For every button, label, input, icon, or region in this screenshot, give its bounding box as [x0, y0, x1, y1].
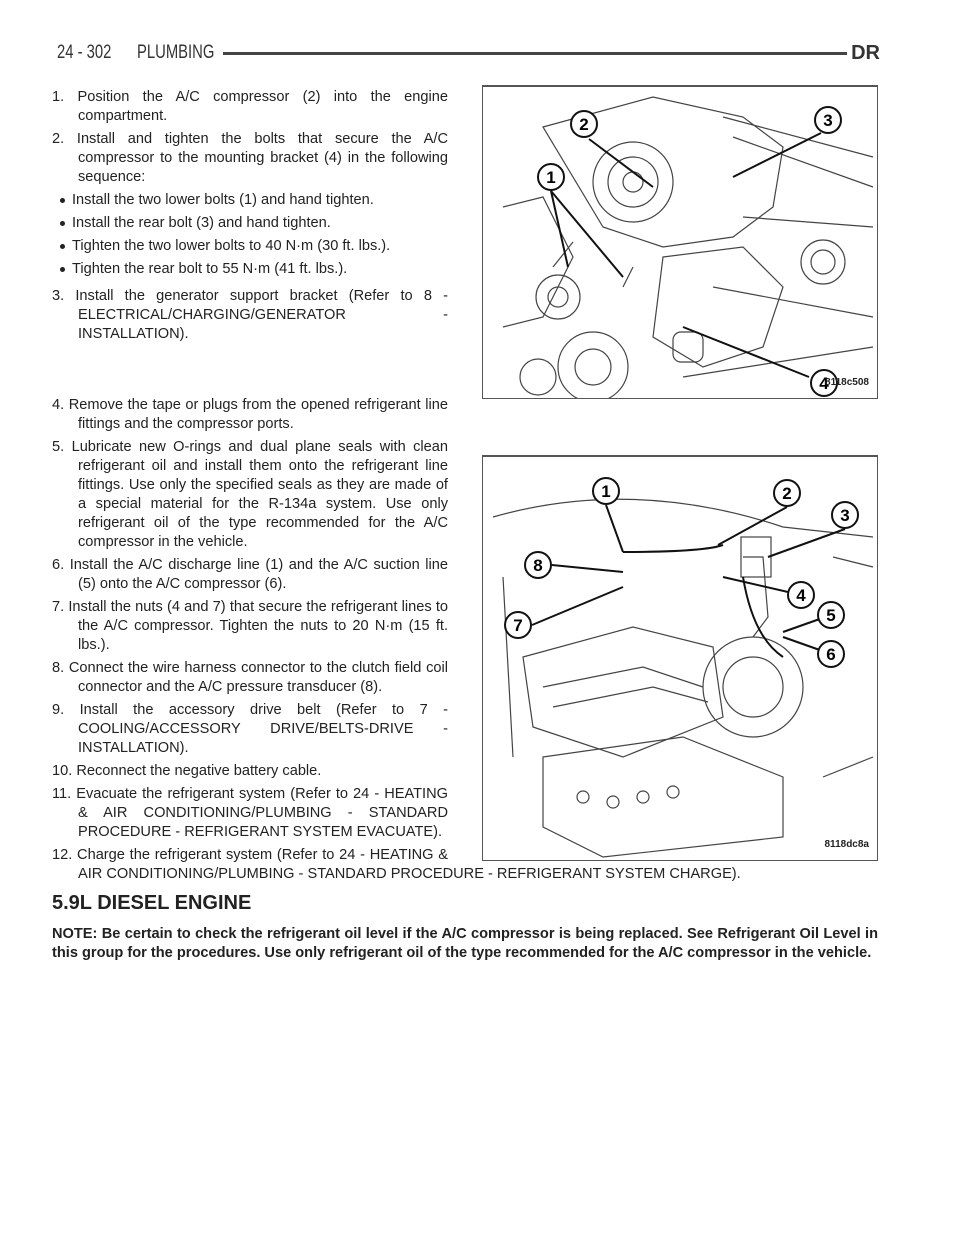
- figure-compressor-install: [482, 85, 878, 399]
- callout-5: [818, 602, 844, 628]
- svg-text:2: 2: [782, 484, 792, 503]
- figure-caption: 8118c508: [825, 377, 869, 388]
- header-rule: [223, 52, 847, 55]
- svg-text:1: 1: [601, 482, 611, 501]
- engine-illustration: [483, 457, 877, 860]
- page-number: 24 - 302: [57, 42, 112, 63]
- callout-6: [818, 641, 844, 667]
- callout-3: [832, 502, 858, 528]
- step-5: 5. Lubricate new O-rings and dual plane seals with clean refrigerant oil and install them onto the refrigerant line fittings. Use only the specified seals as they are made of a special material for the R-134a system. Use only refrigerant oil of the type recommended for the A/C compressor in the vehicle.: [52, 439, 448, 550]
- bullet-item: Install the two lower bolts (1) and hand tighten.: [60, 191, 448, 210]
- svg-text:7: 7: [513, 616, 523, 635]
- engine-illustration: [483, 87, 877, 398]
- callout-1: [538, 164, 564, 190]
- section-heading: 5.9L DIESEL ENGINE: [52, 892, 252, 914]
- step-11: 11. Evacuate the refrigerant system (Refer to 24 - HEATING & AIR CONDITIONING/PLUMBING - STANDARD PROCEDURE - REFRIGERANT SYSTEM EVACUATE).: [52, 786, 448, 840]
- page-header: [57, 40, 880, 66]
- figure-caption: 8118dc8a: [824, 839, 869, 850]
- bullet-item: Tighten the two lower bolts to 40 N·m (30 ft. lbs.).: [60, 237, 448, 256]
- svg-text:8: 8: [533, 556, 543, 575]
- callout-7: [505, 612, 531, 638]
- svg-text:3: 3: [840, 506, 850, 525]
- callout-2: [571, 111, 597, 137]
- bullet-item: Install the rear bolt (3) and hand tighten.: [60, 214, 448, 233]
- step-7: 7. Install the nuts (4 and 7) that secure the refrigerant lines to the A/C compressor. Tighten the nuts to 20 N·m (15 ft. lbs.).: [52, 599, 448, 653]
- svg-text:3: 3: [823, 111, 833, 130]
- svg-text:1: 1: [546, 168, 556, 187]
- note: NOTE: Be certain to check the refrigerant oil level if the A/C compressor is being replaced. See Refrigerant Oil Level in this group for the procedures. Use only refrigerant oil of the type recommended for the A/C compressor in the vehicle.: [52, 926, 878, 961]
- step-2: 2. Install and tighten the bolts that secure the A/C compressor to the mounting bracket (4) in the following sequence:: [52, 131, 448, 185]
- bullet-list: [52, 191, 448, 283]
- bullet-item: Tighten the rear bolt to 55 N·m (41 ft. lbs.).: [60, 260, 448, 279]
- step-10: 10. Reconnect the negative battery cable.: [52, 763, 322, 779]
- step-9: 9. Install the accessory drive belt (Refer to 7 - COOLING/ACCESSORY DRIVE/BELTS-DRIVE - INSTALLATION).: [52, 702, 448, 756]
- step-4: 4. Remove the tape or plugs from the opened refrigerant line fittings and the compressor ports.: [52, 397, 448, 432]
- step-6: 6. Install the A/C discharge line (1) and the A/C suction line (5) onto the A/C compressor (6).: [52, 557, 448, 592]
- svg-text:4: 4: [796, 586, 806, 605]
- callout-8: [525, 552, 551, 578]
- svg-text:4: 4: [819, 374, 829, 393]
- step-1: 1. Position the A/C compressor (2) into the engine compartment.: [52, 89, 448, 124]
- figure-refrigerant-lines: [482, 455, 878, 861]
- section-title: PLUMBING: [137, 42, 215, 63]
- step-3: 3. Install the generator support bracket (Refer to 8 - ELECTRICAL/CHARGING/GENERATOR - INSTALLATION).: [52, 288, 448, 342]
- svg-text:6: 6: [826, 645, 836, 664]
- callout-3: [815, 107, 841, 133]
- svg-text:2: 2: [579, 115, 589, 134]
- callout-2: [774, 480, 800, 506]
- step-8: 8. Connect the wire harness connector to the clutch field coil connector and the A/C pressure transducer (8).: [52, 660, 448, 695]
- callout-1: [593, 478, 619, 504]
- svg-text:5: 5: [826, 606, 836, 625]
- model-code: DR: [851, 41, 880, 64]
- step-12: 12. Charge the refrigerant system (Refer to 24 - HEATING & AIR CONDITIONING/PLUMBING - STANDARD PROCEDURE - REFRIGERANT SYSTEM CHARGE).: [52, 847, 741, 882]
- callout-4: [788, 582, 814, 608]
- page-body: [52, 88, 878, 967]
